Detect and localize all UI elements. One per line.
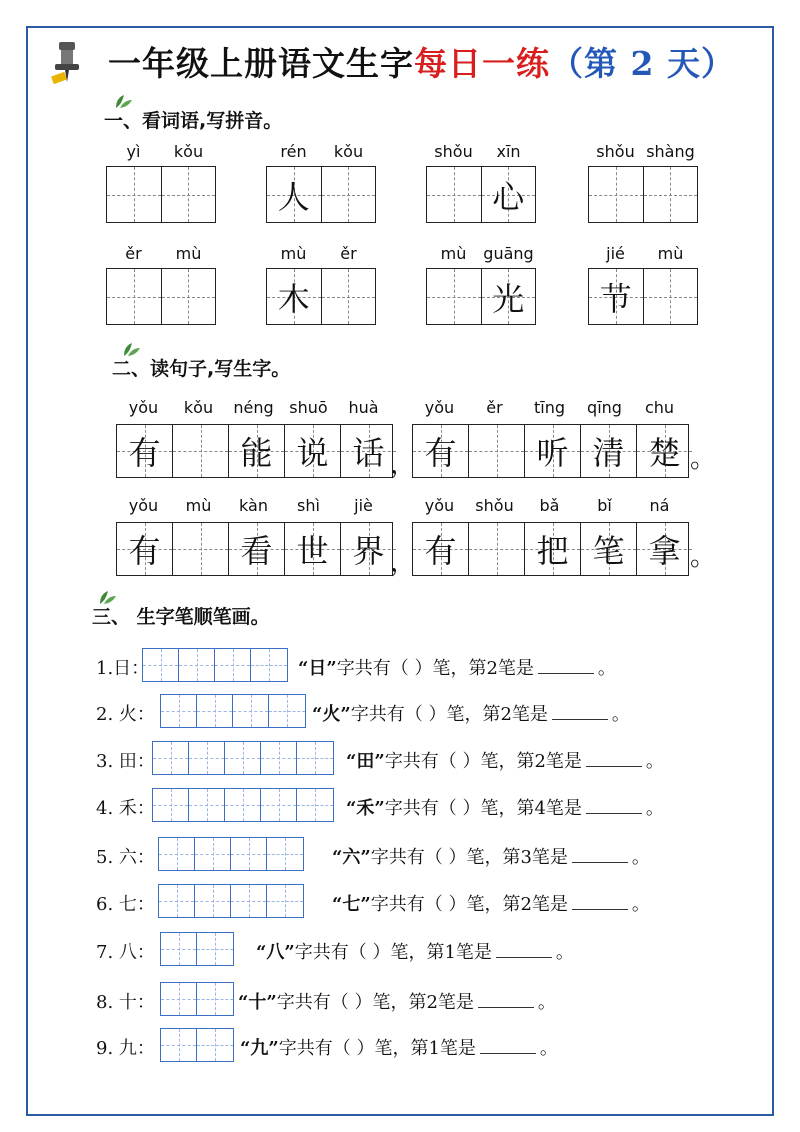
- pinyin-text: yǒu: [128, 398, 159, 417]
- hanzi-char: 话: [352, 434, 385, 472]
- hanzi-char: 笔: [592, 532, 625, 570]
- pinyin-text: yǒu: [424, 496, 455, 515]
- grid-cell[interactable]: [189, 742, 225, 774]
- hanzi-char: 界: [352, 532, 385, 570]
- grid-cell[interactable]: [482, 167, 536, 222]
- grid-cell[interactable]: [341, 523, 396, 575]
- question-body: 字共有（ ）笔，第2笔是: [384, 751, 582, 772]
- grid-cell[interactable]: [482, 269, 536, 324]
- writing-grid: [116, 522, 393, 576]
- period-mark: 。: [597, 658, 616, 679]
- pinyin-text: yǒu: [128, 496, 159, 515]
- grid-cell[interactable]: [162, 269, 216, 324]
- hanzi-char: 听: [536, 434, 569, 472]
- grid-cell[interactable]: [153, 742, 189, 774]
- stroke-question-text: [256, 938, 574, 964]
- grid-cell[interactable]: [143, 649, 179, 681]
- stroke-question-text: [312, 700, 630, 726]
- hanzi-char: 拿: [648, 532, 681, 570]
- pinyin-text: jiè: [354, 496, 373, 515]
- stroke-practice-grid: [158, 884, 304, 918]
- hanzi-char: 看: [240, 532, 273, 570]
- writing-grid: [426, 166, 536, 223]
- grid-cell[interactable]: [322, 167, 376, 222]
- pinyin-text: ěr: [340, 244, 357, 263]
- question-body: 字共有（ ）笔，第2笔是: [276, 992, 474, 1013]
- grid-cell[interactable]: [189, 789, 225, 821]
- hanzi-char: 有: [128, 434, 161, 472]
- writing-grid: [426, 268, 536, 325]
- grid-cell[interactable]: [427, 167, 482, 222]
- pinyin-text: qīng: [587, 398, 622, 417]
- question-body: 字共有（ ）笔，第2笔是: [370, 894, 568, 915]
- pinyin-text: shǒu: [596, 142, 635, 161]
- period-mark: 。: [645, 751, 664, 772]
- quoted-char: “十”: [238, 992, 277, 1013]
- comma-mark: ，: [390, 548, 417, 578]
- grid-cell[interactable]: [161, 983, 197, 1015]
- answer-blank[interactable]: [586, 766, 642, 767]
- grid-cell[interactable]: [267, 838, 303, 870]
- grid-cell[interactable]: [267, 269, 322, 324]
- quoted-char: “九”: [240, 1038, 279, 1059]
- answer-blank[interactable]: [478, 1007, 534, 1008]
- grid-cell[interactable]: [161, 933, 197, 965]
- answer-blank[interactable]: [586, 813, 642, 814]
- question-body: 字共有（ ）笔，第1笔是: [294, 942, 492, 963]
- stroke-question-number: 6. 七：: [96, 894, 155, 915]
- writing-grid: [106, 166, 216, 223]
- stroke-question-number: 1.日：: [96, 658, 150, 679]
- pinyin-text: yì: [126, 142, 141, 161]
- stroke-question-text: [238, 988, 556, 1014]
- pinyin-text: kǒu: [183, 398, 214, 417]
- grid-cell[interactable]: [179, 649, 215, 681]
- grid-cell[interactable]: [285, 523, 341, 575]
- grid-cell[interactable]: [197, 695, 233, 727]
- grid-cell[interactable]: [233, 695, 269, 727]
- hanzi-char: 说: [296, 434, 329, 472]
- section-title-1: 一、看词语,写拼音。: [104, 110, 283, 132]
- pinyin-text: shǒu: [475, 496, 514, 515]
- hanzi-char: 木: [277, 279, 310, 318]
- period-mark: 。: [690, 542, 717, 572]
- pinyin-text: yǒu: [424, 398, 455, 417]
- section-title-2: 二、读句子,写生字。: [112, 358, 291, 380]
- stroke-question-number: 5. 六：: [96, 847, 155, 868]
- grid-cell[interactable]: [225, 789, 261, 821]
- grid-cell[interactable]: [269, 695, 305, 727]
- stroke-question-number: 9. 九：: [96, 1038, 155, 1059]
- stroke-question-number: 4. 禾：: [96, 798, 155, 819]
- grid-cell[interactable]: [644, 269, 698, 324]
- writing-grid: [116, 424, 393, 478]
- grid-cell[interactable]: [267, 167, 322, 222]
- pinyin-text: tīng: [533, 398, 565, 417]
- grid-cell[interactable]: [644, 167, 698, 222]
- stroke-practice-grid: [160, 1028, 234, 1062]
- stroke-practice-grid: [152, 741, 334, 775]
- quoted-char: “田”: [346, 751, 385, 772]
- grid-cell[interactable]: [637, 425, 692, 477]
- grid-cell[interactable]: [261, 742, 297, 774]
- grid-cell[interactable]: [159, 885, 195, 917]
- grid-cell[interactable]: [261, 789, 297, 821]
- grid-cell[interactable]: [322, 269, 376, 324]
- pinyin-text: ěr: [125, 244, 142, 263]
- grid-cell[interactable]: [637, 523, 692, 575]
- writing-grid: [266, 166, 376, 223]
- grid-cell[interactable]: [251, 649, 287, 681]
- stroke-question-text: [332, 843, 650, 869]
- question-body: 字共有（ ）笔，第4笔是: [384, 798, 582, 819]
- grid-cell[interactable]: [267, 885, 303, 917]
- stroke-practice-grid: [142, 648, 288, 682]
- quoted-char: “火”: [312, 704, 351, 725]
- quoted-char: “七”: [332, 894, 371, 915]
- quoted-char: “日”: [298, 658, 337, 679]
- grid-cell[interactable]: [173, 523, 229, 575]
- stroke-practice-grid: [160, 932, 234, 966]
- period-mark: 。: [645, 798, 664, 819]
- stroke-question-number: 8. 十：: [96, 992, 155, 1013]
- grid-cell[interactable]: [225, 742, 261, 774]
- grid-cell[interactable]: [195, 885, 231, 917]
- stroke-question-text: [346, 747, 664, 773]
- grid-cell[interactable]: [229, 425, 285, 477]
- pinyin-text: mù: [440, 244, 467, 263]
- writing-grid: [412, 522, 689, 576]
- grid-cell[interactable]: [341, 425, 396, 477]
- stroke-question-number: 7. 八：: [96, 942, 155, 963]
- pinyin-text: ěr: [486, 398, 503, 417]
- writing-grid: [588, 166, 698, 223]
- grid-cell[interactable]: [285, 425, 341, 477]
- hanzi-char: 有: [424, 434, 457, 472]
- answer-blank[interactable]: [480, 1053, 536, 1054]
- grid-cell[interactable]: [197, 933, 233, 965]
- writing-grid: [412, 424, 689, 478]
- hanzi-char: 光: [492, 279, 525, 318]
- pinyin-text: shàng: [646, 142, 695, 161]
- grid-cell[interactable]: [153, 789, 189, 821]
- stroke-practice-grid: [158, 837, 304, 871]
- grid-cell[interactable]: [469, 523, 525, 575]
- stroke-practice-grid: [152, 788, 334, 822]
- pinyin-text: guāng: [483, 244, 534, 263]
- grid-cell[interactable]: [161, 695, 197, 727]
- writing-grid: [266, 268, 376, 325]
- stroke-question-text: [332, 890, 650, 916]
- pinyin-text: kǒu: [173, 142, 204, 161]
- grid-cell[interactable]: [525, 425, 581, 477]
- pinyin-text: mù: [185, 496, 212, 515]
- grid-cell[interactable]: [107, 167, 162, 222]
- grid-cell[interactable]: [413, 523, 469, 575]
- pinyin-text: mù: [280, 244, 307, 263]
- title-highlight: 每日一练: [414, 44, 550, 83]
- hanzi-char: 心: [492, 177, 525, 216]
- hanzi-char: 人: [277, 177, 310, 216]
- grid-cell[interactable]: [413, 425, 469, 477]
- grid-cell[interactable]: [231, 885, 267, 917]
- pinyin-text: rén: [280, 142, 307, 161]
- grid-cell[interactable]: [117, 523, 173, 575]
- pinyin-text: shuō: [289, 398, 328, 417]
- grid-cell[interactable]: [197, 983, 233, 1015]
- pinyin-text: ná: [649, 496, 670, 515]
- grid-cell[interactable]: [229, 523, 285, 575]
- page-title: [108, 38, 735, 85]
- writing-grid: [588, 268, 698, 325]
- quoted-char: “禾”: [346, 798, 385, 819]
- period-mark: 。: [555, 942, 574, 963]
- question-body: 字共有（ ）笔，第2笔是: [350, 704, 548, 725]
- grid-cell[interactable]: [589, 167, 644, 222]
- pinyin-text: kǒu: [333, 142, 364, 161]
- grid-cell[interactable]: [117, 425, 173, 477]
- pinyin-text: néng: [233, 398, 274, 417]
- answer-blank[interactable]: [538, 673, 594, 674]
- pinyin-text: kàn: [239, 496, 268, 515]
- grid-cell[interactable]: [107, 269, 162, 324]
- pushpin-icon: [46, 40, 86, 84]
- hanzi-char: 有: [424, 532, 457, 570]
- grid-cell[interactable]: [215, 649, 251, 681]
- pinyin-text: xīn: [496, 142, 521, 161]
- stroke-question-text: [240, 1034, 558, 1060]
- period-mark: 。: [690, 444, 717, 474]
- stroke-practice-grid: [160, 982, 234, 1016]
- quoted-char: “六”: [332, 847, 371, 868]
- pinyin-text: chu: [644, 398, 675, 417]
- question-body: 字共有（ ）笔，第3笔是: [370, 847, 568, 868]
- period-mark: 。: [631, 894, 650, 915]
- hanzi-char: 楚: [648, 434, 681, 472]
- hanzi-char: 有: [128, 532, 161, 570]
- writing-grid: [106, 268, 216, 325]
- question-body: 字共有（ ）笔，第1笔是: [278, 1038, 476, 1059]
- question-body: 字共有（ ）笔，第2笔是: [336, 658, 534, 679]
- grid-cell[interactable]: [162, 167, 216, 222]
- grid-cell[interactable]: [197, 1029, 233, 1061]
- stroke-question-text: [346, 794, 664, 820]
- grid-cell[interactable]: [231, 838, 267, 870]
- grid-cell[interactable]: [173, 425, 229, 477]
- answer-blank[interactable]: [552, 719, 608, 720]
- quoted-char: “八”: [256, 942, 295, 963]
- grid-cell[interactable]: [589, 269, 644, 324]
- title-day: （第 2 天）: [550, 44, 735, 83]
- grid-cell[interactable]: [161, 1029, 197, 1061]
- pinyin-text: bǐ: [597, 496, 612, 515]
- grid-cell[interactable]: [297, 742, 333, 774]
- period-mark: 。: [611, 704, 630, 725]
- hanzi-char: 世: [296, 532, 329, 570]
- section-title-3: 三、 生字笔顺笔画。: [92, 606, 270, 628]
- grid-cell[interactable]: [581, 425, 637, 477]
- pinyin-text: shì: [297, 496, 320, 515]
- stroke-practice-grid: [160, 694, 306, 728]
- pinyin-text: shǒu: [434, 142, 473, 161]
- answer-blank[interactable]: [496, 957, 552, 958]
- stroke-question-text: [298, 654, 616, 680]
- hanzi-char: 清: [592, 434, 625, 472]
- period-mark: 。: [537, 992, 556, 1013]
- period-mark: 。: [539, 1038, 558, 1059]
- pinyin-text: bǎ: [539, 496, 560, 515]
- pinyin-text: mù: [175, 244, 202, 263]
- grid-cell[interactable]: [159, 838, 195, 870]
- pinyin-text: jié: [606, 244, 625, 263]
- grid-cell[interactable]: [427, 269, 482, 324]
- grid-cell[interactable]: [525, 523, 581, 575]
- title-main: 一年级上册语文生字: [108, 44, 414, 83]
- hanzi-char: 节: [599, 279, 632, 318]
- grid-cell[interactable]: [195, 838, 231, 870]
- stroke-question-number: 2. 火：: [96, 704, 155, 725]
- grid-cell[interactable]: [581, 523, 637, 575]
- pinyin-text: mù: [657, 244, 684, 263]
- period-mark: 。: [631, 847, 650, 868]
- grid-cell[interactable]: [469, 425, 525, 477]
- grid-cell[interactable]: [297, 789, 333, 821]
- answer-blank[interactable]: [572, 909, 628, 910]
- hanzi-char: 把: [536, 532, 569, 570]
- answer-blank[interactable]: [572, 862, 628, 863]
- hanzi-char: 能: [240, 434, 273, 472]
- stroke-question-number: 3. 田：: [96, 751, 155, 772]
- comma-mark: ，: [390, 450, 417, 480]
- pinyin-text: huà: [348, 398, 379, 417]
